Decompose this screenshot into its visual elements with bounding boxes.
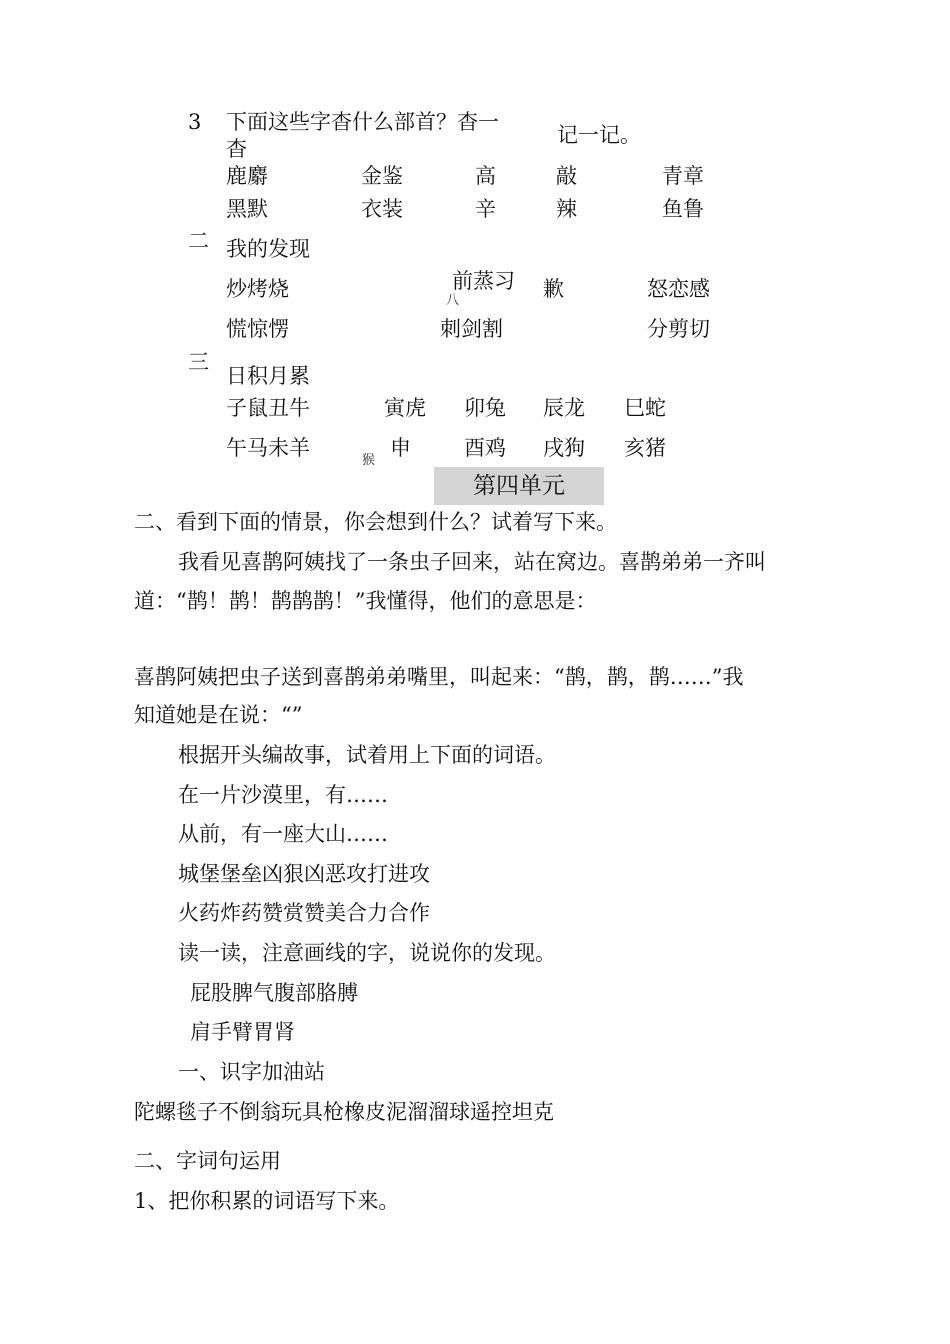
radical-word: 辛: [475, 197, 496, 221]
section-heading: 一、识字加油站: [178, 1060, 325, 1084]
zodiac-fragment-clip: [362, 453, 382, 468]
exercise-heading: 二、看到下面的情景，你会想到什么？试着写下来。: [134, 510, 617, 534]
story-prompt: 在一片沙漠里，有……: [178, 783, 388, 807]
radical-word: 辣: [556, 197, 577, 221]
zodiac-word: 子鼠丑牛: [226, 396, 310, 420]
radical-word: 金鉴: [361, 164, 403, 188]
discover-word: 刺剑割: [440, 317, 503, 341]
discover-word: 歉: [543, 277, 564, 301]
zodiac-word: 酉鸡: [464, 436, 506, 460]
story-prompt: 从前，有一座大山……: [178, 822, 388, 846]
zodiac-fragment: 猴: [362, 453, 376, 468]
instruction-line: 读一读，注意画线的字，说说你的发现。: [178, 941, 556, 965]
discover-word: 怒恋感: [647, 277, 710, 301]
zodiac-word: 辰龙: [543, 396, 585, 420]
zodiac-word: 巳蛇: [624, 396, 666, 420]
exercise-line: 1、把你积累的词语写下来。: [134, 1189, 400, 1213]
zodiac-word: 寅虎: [384, 396, 426, 420]
paragraph-line: 知道她是在说：“”: [134, 703, 303, 727]
zodiac-word: 亥猪: [624, 436, 666, 460]
section-title: 下面这些字杳什么部首？杳一: [226, 110, 499, 134]
word-list: 肩手臂胃肾: [190, 1020, 295, 1044]
radical-word: 鹿麝: [226, 164, 268, 188]
discover-word: 分剪切: [647, 317, 710, 341]
radical-word: 高: [475, 164, 496, 188]
paragraph-line: 喜鹊阿姨把虫子送到喜鹊弟弟嘴里，叫起来：“鹊，鹊，鹊……”我: [134, 665, 744, 689]
zodiac-word: 卯兔: [464, 396, 506, 420]
section-title: 日积月累: [226, 364, 310, 388]
radical-word: 衣装: [361, 197, 403, 221]
radical-word: 青章: [662, 164, 704, 188]
title-overflow-clip: [226, 136, 252, 161]
section-heading: 二、字词句运用: [134, 1149, 281, 1173]
radical-word: 鱼鲁: [662, 197, 704, 221]
section-number: 3: [188, 110, 202, 134]
discover-word: 前蒸习: [452, 269, 515, 293]
discover-fragment: 八: [446, 293, 460, 308]
paragraph-line: 我看见喜鹊阿姨找了一条虫子回来，站在窝边。喜鹊弟弟一齐叫: [178, 550, 766, 574]
word-list: 火药炸药赞赏赞美合力合作: [178, 901, 430, 925]
zodiac-word: 午马未羊: [226, 436, 310, 460]
title-overflow-text: 杳: [226, 137, 247, 161]
discover-word: 炒烤烧: [226, 277, 289, 301]
section-number: 二: [188, 229, 209, 253]
discover-word: 慌惊愣: [226, 317, 289, 341]
section-title: 我的发现: [226, 237, 310, 261]
radical-word: 敲: [556, 164, 577, 188]
unit-title: 第四单元: [434, 467, 604, 505]
section-title-tail: 记一记。: [557, 123, 641, 147]
paragraph-line: 道：“鹊！鹊！鹊鹊鹊！”我懂得，他们的意思是：: [134, 589, 597, 613]
zodiac-word: 戌狗: [543, 436, 585, 460]
section-number: 三: [188, 350, 209, 374]
word-list: 陀螺毯子不倒翁玩具枪橡皮泥溜溜球遥控坦克: [134, 1100, 554, 1124]
instruction-line: 根据开头编故事，试着用上下面的词语。: [178, 743, 556, 767]
word-list: 城堡堡垒凶狠凶恶攻打进攻: [178, 862, 430, 886]
zodiac-word: 申: [390, 436, 411, 460]
radical-word: 黑默: [226, 197, 268, 221]
word-list: 屁股脾气腹部胳膊: [190, 981, 358, 1005]
